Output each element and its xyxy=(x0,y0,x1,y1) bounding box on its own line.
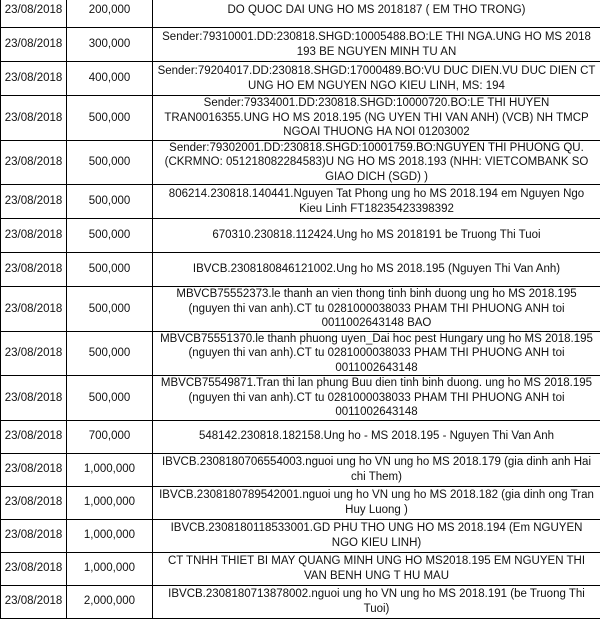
description-cell: IBVCB.2308180118533001.GD PHU THO UNG HO MS 2018.194 (Em NGUYEN NGO KIEU LINH) xyxy=(153,519,600,552)
table-row xyxy=(1,287,600,332)
date-cell: 23/08/2018 xyxy=(1,28,67,62)
table-row xyxy=(1,28,600,62)
date-cell: 23/08/2018 xyxy=(1,0,67,28)
date-cell: 23/08/2018 xyxy=(1,552,67,585)
amount-cell: 500,000 xyxy=(67,287,153,332)
amount-cell: 500,000 xyxy=(67,140,153,185)
table-row xyxy=(1,552,600,585)
date-cell: 23/08/2018 xyxy=(1,376,67,421)
amount-cell: 500,000 xyxy=(67,185,153,219)
table-row xyxy=(1,253,600,287)
description-cell: IBVCB.2308180789542001.nguoi ung ho VN ung ho MS 2018.182 (gia dinh ong Tran Huy Luong ) xyxy=(153,486,600,519)
description-cell: 548142.230818.182158.Ung ho - MS 2018.195 - Nguyen Thi Van Anh xyxy=(153,420,600,453)
amount-cell: 500,000 xyxy=(67,376,153,421)
table-row xyxy=(1,185,600,219)
amount-cell: 1,000,000 xyxy=(67,453,153,486)
amount-cell: 1,000,000 xyxy=(67,519,153,552)
table-row xyxy=(1,519,600,552)
description-cell: 806214.230818.140441.Nguyen Tat Phong ung ho MS 2018.194 em Nguyen Ngo Kieu Linh FT18235423398392 xyxy=(153,185,600,219)
description-cell: Sender:79334001.DD:230818.SHGD:10000720.BO:LE THI HUYEN TRAN0016355.UNG HO MS 2018.195 (NG UYEN THI VAN ANH) (VCB) NH TMCP NGOAI THUONG HA NOI 01203002 xyxy=(153,96,600,141)
amount-cell: 300,000 xyxy=(67,28,153,62)
date-cell: 23/08/2018 xyxy=(1,331,67,376)
table-row xyxy=(1,376,600,421)
table-row xyxy=(1,62,600,96)
amount-cell: 500,000 xyxy=(67,331,153,376)
table-row xyxy=(1,585,600,618)
amount-cell: 1,000,000 xyxy=(67,552,153,585)
table-row xyxy=(1,96,600,141)
description-cell: CT TNHH THIET BI MAY QUANG MINH UNG HO MS2018.195 EM NGUYEN THI VAN BENH UNG T HU MAU xyxy=(153,552,600,585)
table-row xyxy=(1,219,600,253)
description-cell: DO QUOC DAI UNG HO MS 2018187 ( EM THO TRONG) xyxy=(153,0,600,28)
date-cell: 23/08/2018 xyxy=(1,253,67,287)
amount-cell: 200,000 xyxy=(67,0,153,28)
table-row xyxy=(1,420,600,453)
date-cell: 23/08/2018 xyxy=(1,62,67,96)
description-cell: MBVCB75549871.Tran thi lan phung Buu dien tinh binh duong. ung ho MS 2018.195 (nguyen thi van anh).CT tu 0281000038033 PHAM THI PHUONG ANH toi 0011002643148 xyxy=(153,376,600,421)
date-cell: 23/08/2018 xyxy=(1,185,67,219)
description-cell: IBVCB.2308180713878002.nguoi ung ho VN ung ho MS 2018.191 (be Truong Thi Tuoi) xyxy=(153,585,600,618)
amount-cell: 400,000 xyxy=(67,62,153,96)
date-cell: 23/08/2018 xyxy=(1,585,67,618)
amount-cell: 500,000 xyxy=(67,219,153,253)
date-cell: 23/08/2018 xyxy=(1,140,67,185)
amount-cell: 2,000,000 xyxy=(67,585,153,618)
date-cell: 23/08/2018 xyxy=(1,453,67,486)
date-cell: 23/08/2018 xyxy=(1,420,67,453)
description-cell: IBVCB.2308180706554003.nguoi ung ho VN ung ho MS 2018.179 (gia dinh anh Hai chi Them) xyxy=(153,453,600,486)
table-row xyxy=(1,140,600,185)
date-cell: 23/08/2018 xyxy=(1,96,67,141)
amount-cell: 1,000,000 xyxy=(67,486,153,519)
amount-cell: 700,000 xyxy=(67,420,153,453)
date-cell: 23/08/2018 xyxy=(1,519,67,552)
description-cell: Sender:79302001.DD:230818.SHGD:10001759.BO:NGUYEN THI PHUONG QU.(CKRMNO: 051218082284583)U NG HO MS 2018.193 (NHH: VIETCOMBANK SO GIAO DICH (SGD) ) xyxy=(153,140,600,185)
description-cell: IBVCB.2308180846121002.Ung ho MS 2018.195 (Nguyen Thi Van Anh) xyxy=(153,253,600,287)
amount-cell: 500,000 xyxy=(67,253,153,287)
description-cell: 670310.230818.112424.Ung ho MS 2018191 be Truong Thi Tuoi xyxy=(153,219,600,253)
date-cell: 23/08/2018 xyxy=(1,219,67,253)
table-row xyxy=(1,486,600,519)
description-cell: Sender:79204017.DD:230818.SHGD:17000489.BO:VU DUC DIEN.VU DUC DIEN CT UNG HO EM NGUYEN NGO KIEU LINH, MS: 194 xyxy=(153,62,600,96)
description-cell: MBVCB75551370.le thanh phuong uyen_Dai hoc pest Hungary ung ho MS 2018.195 (nguyen thi van anh).CT tu 0281000038033 PHAM THI PHUONG ANH toi 0011002643148 xyxy=(153,331,600,376)
table-row xyxy=(1,331,600,376)
table-row xyxy=(1,453,600,486)
description-cell: Sender:79310001.DD:230818.SHGD:10005488.BO:LE THI NGA.UNG HO MS 2018 193 BE NGUYEN MINH TU AN xyxy=(153,28,600,62)
description-cell: MBVCB75552373.le thanh an vien thong tinh binh duong ung ho MS 2018.195 (nguyen thi van anh).CT tu 0281000038033 PHAM THI PHUONG ANH toi 0011002643148 BAO xyxy=(153,287,600,332)
date-cell: 23/08/2018 xyxy=(1,486,67,519)
date-cell: 23/08/2018 xyxy=(1,287,67,332)
amount-cell: 500,000 xyxy=(67,96,153,141)
table-row xyxy=(1,0,600,28)
